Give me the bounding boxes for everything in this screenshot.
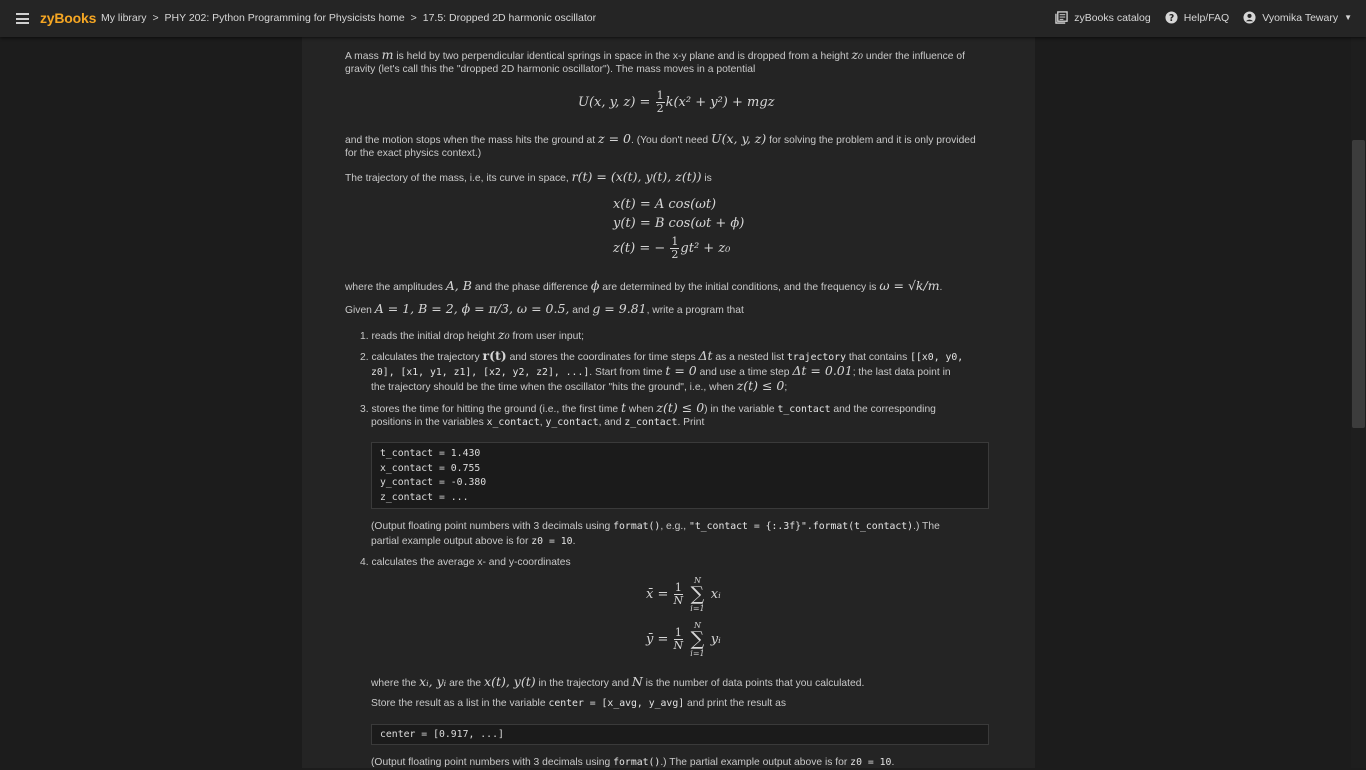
step-1: 1. reads the initial drop height z₀ from user input;	[360, 327, 585, 342]
stop-line-2: for the exact physics context.)	[345, 148, 482, 159]
summation: N ∑ i=1	[690, 576, 705, 613]
breadcrumb-separator: >	[410, 12, 417, 24]
help-link[interactable]	[1165, 11, 1230, 24]
user-name: Vyomika Tewary	[1262, 11, 1339, 24]
breadcrumb-library[interactable]: My library	[101, 12, 147, 24]
example-output-contact: t_contact = 1.430 x_contact = 0.755 y_contact = -0.380 z_contact = ...	[371, 442, 989, 509]
intro-line-2: gravity (let's call this the "dropped 2D harmonic oscillator"). The mass moves in a potential	[345, 64, 756, 75]
step-2-line-3: the trajectory should be the time when the oscillator "hits the ground", i.e., when z(t) ≤ 0;	[371, 378, 788, 393]
average-x-equation: x̄ = $\frac{1}{N}$ N ∑ i=1 xᵢ	[646, 576, 721, 613]
user-menu[interactable]	[1243, 11, 1352, 24]
step-3-line-2: positions in the variables x_contact, y_contact, and z_contact. Print	[371, 417, 705, 428]
step-4: 4. calculates the average x- and y-coordinates	[360, 557, 571, 568]
account-icon	[1243, 11, 1256, 24]
store-line: Store the result as a list in the variable center = [x_avg, y_avg] and print the result as	[371, 698, 787, 709]
breadcrumb-section: 17.5: Dropped 2D harmonic oscillator	[422, 12, 597, 24]
help-label: Help/FAQ	[1183, 11, 1230, 24]
right-margin	[1035, 37, 1351, 768]
fraction: $\frac{1}{2}$	[656, 89, 664, 115]
help-icon	[1165, 11, 1178, 24]
svg-text:?: ?	[1168, 12, 1174, 24]
breadcrumb	[101, 12, 596, 24]
catalog-link[interactable]	[1055, 11, 1150, 24]
top-right-menu	[1041, 11, 1352, 24]
equation-x: x(t) = A cos(ωt)	[613, 197, 717, 212]
top-bar	[0, 0, 1366, 37]
where-line: where the xᵢ, yᵢ are the x(t), y(t) in the trajectory and N is the number of data points that you calculated.	[371, 674, 865, 689]
summation: N ∑ i=1	[690, 621, 705, 658]
scrollbar-thumb[interactable]	[1352, 140, 1365, 428]
left-margin	[0, 37, 302, 768]
fraction: $\frac{1}{N}$	[673, 581, 684, 607]
given-line: Given A = 1, B = 2, ϕ = π/3, ω = 0.5, and g = 9.81, write a program that	[345, 301, 744, 316]
step-2-line-2: z0], [x1, y1, z1], [x2, y2, z2], ...]. Start from time t = 0 and use a time step Δt = 0.01; the last data point in	[371, 363, 951, 378]
intro-line-1: A mass m is held by two perpendicular identical springs in space in the x-y plane and is dropped from a height z₀ under the influence of	[345, 47, 965, 62]
stop-line-1: and the motion stops when the mass hits the ground at z = 0. (You don't need U(x, y, z) for solving the problem and it is only provided	[345, 131, 976, 146]
note-2: (Output floating point numbers with 3 decimals using format().) The partial example output above is for z0 = 10.	[371, 757, 895, 768]
example-output-center: center = [0.917, ...]	[371, 724, 989, 745]
fraction: $\frac{1}{2}$	[671, 235, 679, 261]
zybooks-logo[interactable]: zyBooks	[40, 10, 97, 26]
menu-icon[interactable]	[16, 13, 29, 24]
fraction: $\frac{1}{N}$	[673, 626, 684, 652]
breadcrumb-book[interactable]: PHY 202: Python Programming for Physicists home	[164, 12, 405, 24]
equation-y: y(t) = B cos(ωt + ϕ)	[613, 216, 745, 231]
amplitudes-line: where the amplitudes A, B and the phase difference ϕ are determined by the initial conditions, and the frequency is ω = √k/m.	[345, 278, 943, 293]
potential-equation: U(x, y, z) = $\frac{1}{2}$ k(x² + y²) + mgz	[578, 89, 775, 115]
trajectory-line: The trajectory of the mass, i.e, its curve in space, r(t) = (x(t), y(t), z(t)) is	[345, 169, 712, 184]
library-books-icon	[1055, 11, 1068, 24]
chevron-down-icon: ▼	[1344, 13, 1352, 22]
equation-z: z(t) = − $\frac{1}{2}$ gt² + z₀	[613, 235, 731, 261]
step-3-line-1: 3. stores the time for hitting the ground (i.e., the first time t when z(t) ≤ 0) in the variable t_contact and the corresponding	[360, 400, 936, 415]
breadcrumb-separator: >	[152, 12, 159, 24]
note-1-line-2: partial example output above is for z0 = 10.	[371, 536, 576, 547]
catalog-label: zyBooks catalog	[1074, 11, 1151, 24]
note-1-line-1: (Output floating point numbers with 3 decimals using format(), e.g., "t_contact = {:.3f}".format(t_contact).) The	[371, 521, 940, 532]
step-2-line-1: 2. calculates the trajectory r(t) and stores the coordinates for time steps Δt as a nested list trajectory that contains [[x0, y0,	[360, 348, 964, 363]
average-y-equation: ȳ = $\frac{1}{N}$ N ∑ i=1 yᵢ	[646, 621, 721, 658]
